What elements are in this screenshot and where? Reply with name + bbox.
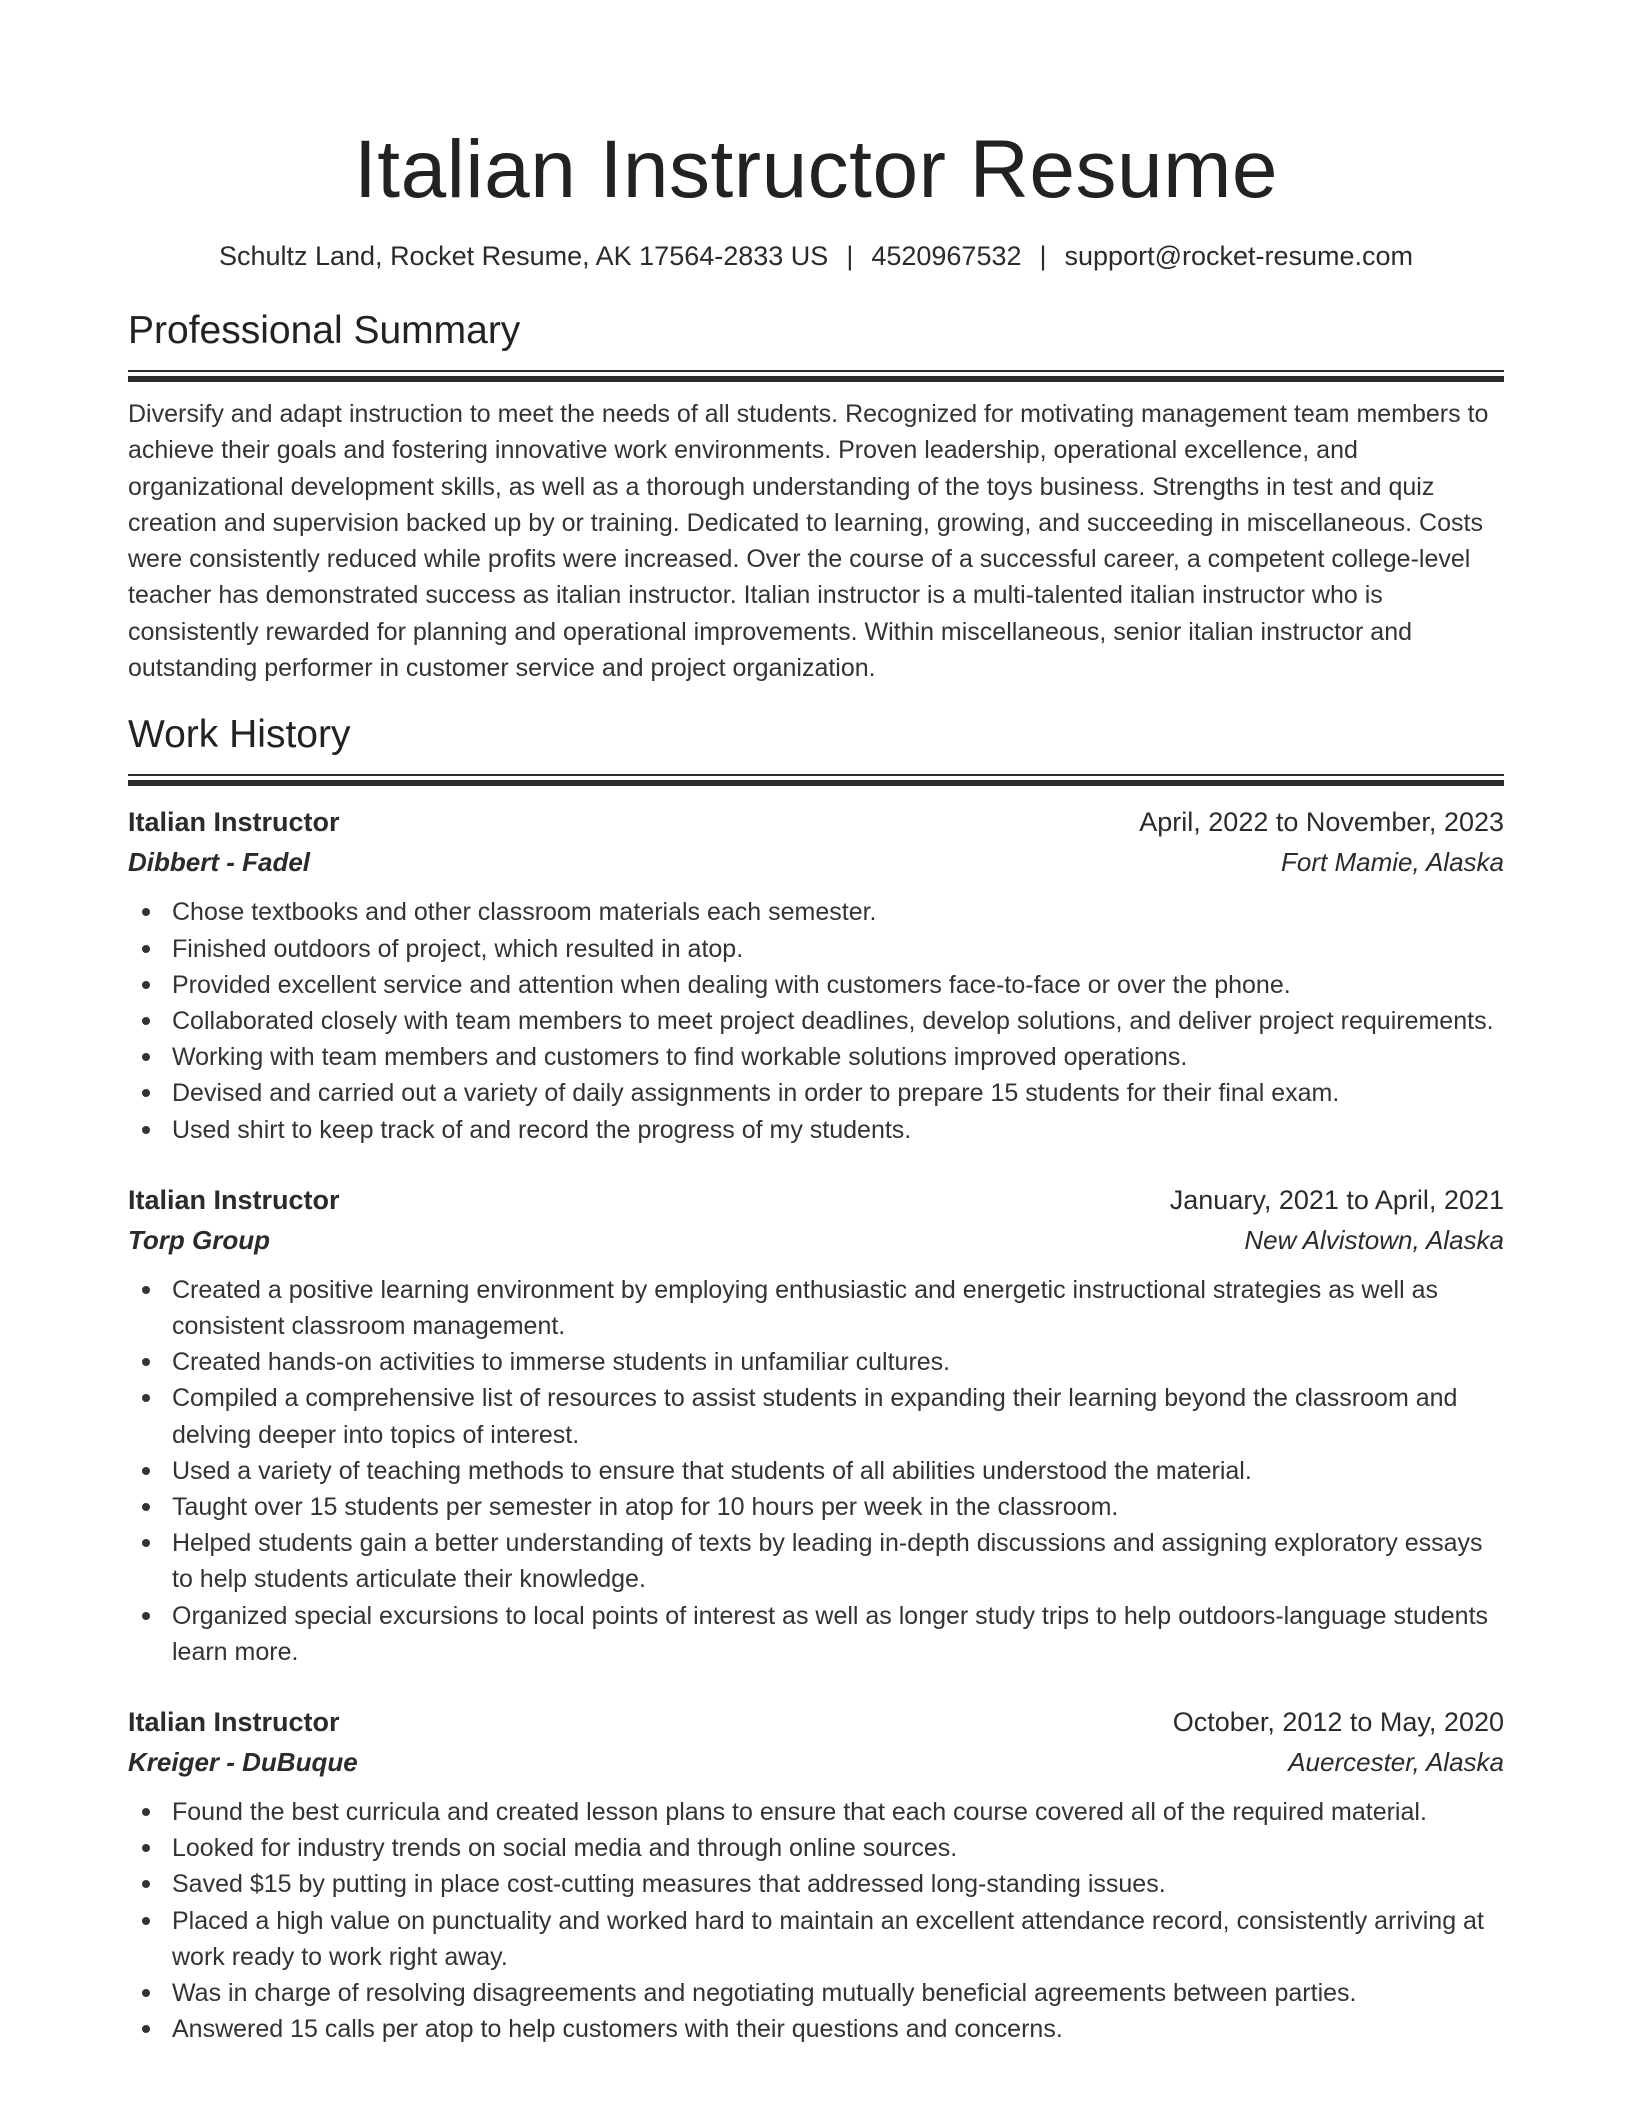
bullet-dot-icon	[142, 1539, 150, 1547]
job-bullet-text: Created hands-on activities to immerse students in unfamiliar cultures.	[172, 1348, 951, 1377]
job-entry	[128, 802, 1504, 1147]
job-bullet	[128, 1380, 1504, 1452]
contact-phone: 4520967532	[871, 241, 1022, 271]
bullet-dot-icon	[142, 1503, 150, 1511]
job-bullet	[128, 1075, 1504, 1111]
job-dates: April, 2022 to November, 2023	[1139, 807, 1504, 838]
bullet-dot-icon	[142, 945, 150, 953]
job-bullet-text: Created a positive learning environment by employing enthusiastic and energetic instructional strategies as well as consistent classroom management.	[172, 1275, 1438, 1340]
job-company: Torp Group	[128, 1224, 271, 1255]
job-location: Fort Mamie, Alaska	[1281, 847, 1504, 878]
job-bullet	[128, 1344, 1504, 1380]
section-divider	[128, 774, 1504, 786]
bullet-dot-icon	[142, 1467, 150, 1475]
bullet-dot-icon	[142, 908, 150, 916]
job-bullet-text: Was in charge of resolving disagreements and negotiating mutually beneficial agreements between parties.	[172, 1979, 1357, 2008]
job-bullet-list	[128, 894, 1504, 1147]
job-dates: January, 2021 to April, 2021	[1169, 1184, 1504, 1215]
job-company-row	[128, 842, 1504, 882]
resume-content	[128, 118, 1504, 2047]
job-bullet-text: Working with team members and customers to find workable solutions improved operations.	[172, 1043, 1188, 1072]
job-bullet-text: Used shirt to keep track of and record the progress of my students.	[172, 1115, 912, 1144]
bullet-dot-icon	[142, 1017, 150, 1025]
job-header-row	[128, 1180, 1504, 1220]
job-bullet-text: Helped students gain a better understanding of texts by leading in-depth discussions and assigning exploratory essays to help students articulate their knowledge.	[172, 1529, 1483, 1594]
job-location: Auercester, Alaska	[1288, 1747, 1504, 1778]
summary-text: Diversify and adapt instruction to meet the needs of all students. Recognized for motivating management team members to achieve their goals and fostering innovative work environments. Proven leadership, operational excellence, and organizational development skills, as well as a thorough understanding of the toys business. Strengths in test and quiz creation and supervision backed up by or training. Dedicated to learning, growing, and succeeding in miscellaneous. Costs were consistently reduced while profits were increased. Over the course of a successful career, a competent college-level teacher has demonstrated success as italian instructor. Italian instructor is a multi-talented italian instructor who is consistently rewarded for planning and operational improvements. Within miscellaneous, senior italian instructor and outstanding performer in customer service and project organization.	[128, 400, 1489, 683]
job-bullet-text: Devised and carried out a variety of daily assignments in order to prepare 15 students for their final exam.	[172, 1079, 1340, 1108]
job-bullet-text: Collaborated closely with team members to meet project deadlines, develop solutions, and deliver project requirements.	[172, 1006, 1494, 1035]
job-bullet	[128, 1903, 1504, 1975]
job-bullet-list	[128, 1794, 1504, 2047]
bullet-dot-icon	[142, 1808, 150, 1816]
contact-line	[128, 238, 1504, 274]
bullet-dot-icon	[142, 1989, 150, 1997]
bullet-dot-icon	[142, 1844, 150, 1852]
job-bullet-text: Finished outdoors of project, which resulted in atop.	[172, 934, 744, 963]
job-bullet	[128, 1489, 1504, 1525]
job-dates: October, 2012 to May, 2020	[1172, 1707, 1504, 1738]
job-bullet-list	[128, 1272, 1504, 1670]
job-bullet	[128, 1975, 1504, 2011]
job-bullet	[128, 1003, 1504, 1039]
job-bullet-text: Found the best curricula and created lesson plans to ensure that each course covered all of the required material.	[172, 1798, 1427, 1827]
job-bullet	[128, 1794, 1504, 1830]
professional-summary-section	[128, 306, 1504, 686]
contact-address: Schultz Land, Rocket Resume, AK 17564-2833 US	[218, 241, 829, 271]
contact-email[interactable]: support@rocket-resume.com	[1064, 241, 1414, 271]
contact-separator: |	[846, 241, 854, 271]
bullet-dot-icon	[142, 1053, 150, 1061]
bullet-dot-icon	[142, 1286, 150, 1294]
job-company: Dibbert - Fadel	[128, 847, 311, 878]
job-bullet	[128, 1272, 1504, 1344]
job-bullet-text: Looked for industry trends on social media and through online sources.	[172, 1834, 958, 1863]
bullet-dot-icon	[142, 1612, 150, 1620]
job-bullet-text: Organized special excursions to local points of interest as well as longer study trips to help outdoors-language students learn more.	[172, 1601, 1489, 1666]
job-title: Italian Instructor	[128, 807, 340, 838]
job-bullet-text: Chose textbooks and other classroom materials each semester.	[172, 898, 877, 927]
job-bullet	[128, 931, 1504, 967]
bullet-dot-icon	[142, 1126, 150, 1134]
job-entry	[128, 1180, 1504, 1670]
section-divider	[128, 370, 1504, 382]
bullet-dot-icon	[142, 1917, 150, 1925]
job-bullet	[128, 1112, 1504, 1148]
job-bullet	[128, 1525, 1504, 1597]
job-company-row	[128, 1742, 1504, 1782]
job-company-row	[128, 1220, 1504, 1260]
job-bullet-text: Taught over 15 students per semester in atop for 10 hours per week in the classroom.	[172, 1493, 1119, 1522]
job-bullet	[128, 1598, 1504, 1670]
job-bullet	[128, 1866, 1504, 1902]
job-company: Kreiger - DuBuque	[128, 1747, 358, 1778]
job-bullet	[128, 1453, 1504, 1489]
bullet-dot-icon	[142, 1358, 150, 1366]
job-bullet	[128, 2011, 1504, 2047]
job-title: Italian Instructor	[128, 1184, 340, 1215]
job-bullet-text: Placed a high value on punctuality and worked hard to maintain an excellent attendance record, consistently arriving at work ready to work right away.	[172, 1906, 1484, 1971]
work-history-section	[128, 710, 1504, 2047]
resume-title: Italian Instructor Resume	[354, 124, 1278, 215]
job-entry	[128, 1702, 1504, 2047]
job-bullet-text: Provided excellent service and attention when dealing with customers face-to-face or over the phone.	[172, 970, 1291, 999]
section-title-summary: Professional Summary	[128, 309, 521, 352]
job-bullet-text: Saved $15 by putting in place cost-cutting measures that addressed long-standing issues.	[172, 1870, 1166, 1899]
job-header-row	[128, 1702, 1504, 1742]
section-title-work-history: Work History	[128, 713, 351, 757]
job-bullet-text: Compiled a comprehensive list of resources to assist students in expanding their learning beyond the classroom and delving deeper into topics of interest.	[172, 1384, 1458, 1449]
bullet-dot-icon	[142, 2025, 150, 2033]
job-header-row	[128, 802, 1504, 842]
job-bullet	[128, 894, 1504, 930]
job-location: New Alvistown, Alaska	[1244, 1224, 1504, 1255]
bullet-dot-icon	[142, 981, 150, 989]
job-bullet-text: Used a variety of teaching methods to ensure that students of all abilities understood the material.	[172, 1456, 1252, 1485]
job-bullet	[128, 1039, 1504, 1075]
bullet-dot-icon	[142, 1394, 150, 1402]
contact-separator: |	[1039, 241, 1047, 271]
job-bullet	[128, 1830, 1504, 1866]
job-bullet	[128, 967, 1504, 1003]
job-bullet-text: Answered 15 calls per atop to help customers with their questions and concerns.	[172, 2015, 1063, 2044]
bullet-dot-icon	[142, 1880, 150, 1888]
bullet-dot-icon	[142, 1089, 150, 1097]
job-title: Italian Instructor	[128, 1707, 340, 1738]
